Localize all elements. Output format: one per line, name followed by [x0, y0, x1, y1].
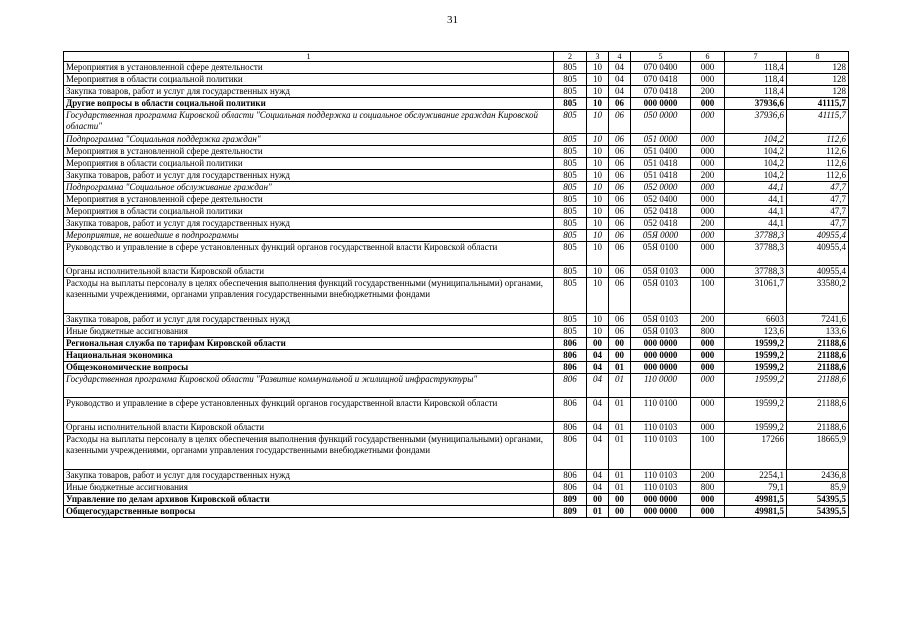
section-cell: 04 — [587, 470, 609, 482]
section-cell: 10 — [587, 242, 609, 266]
expense-type-cell: 100 — [691, 434, 725, 470]
admin-code-cell: 805 — [554, 326, 587, 338]
subsection-cell: 06 — [609, 182, 631, 194]
row-name-cell: Мероприятия в области социальной политики — [64, 74, 554, 86]
subsection-cell: 06 — [609, 230, 631, 242]
subsection-cell: 01 — [609, 398, 631, 422]
row-name-cell: Государственная программа Кировской области "Социальная поддержка и социальное обслуживание граждан Кировской области" — [64, 110, 554, 134]
row-name-cell: Подпрограмма "Социальное обслуживание граждан" — [64, 182, 554, 194]
target-article-cell: 070 0418 — [631, 86, 691, 98]
row-name-cell: Иные бюджетные ассигнования — [64, 482, 554, 494]
row-name-cell: Органы исполнительной власти Кировской области — [64, 266, 554, 278]
table-row — [64, 326, 849, 338]
amount-year2-cell: 21188,6 — [787, 362, 849, 374]
row-name-cell: Закупка товаров, работ и услуг для государственных нужд — [64, 470, 554, 482]
amount-year2-cell: 33580,2 — [787, 278, 849, 314]
row-name-cell: Расходы на выплаты персоналу в целях обеспечения выполнения функций государственными (муниципальными) органами, казенными учреждениями, органами управления государственными внебюджетными фондами — [64, 434, 554, 470]
header-cell: 1 — [64, 52, 554, 62]
amount-year2-cell: 40955,4 — [787, 242, 849, 266]
amount-year1-cell: 19599,2 — [725, 374, 787, 398]
subsection-cell: 00 — [609, 350, 631, 362]
table-row — [64, 146, 849, 158]
amount-year1-cell: 104,2 — [725, 158, 787, 170]
amount-year1-cell: 37788,3 — [725, 230, 787, 242]
section-cell: 00 — [587, 338, 609, 350]
subsection-cell: 06 — [609, 326, 631, 338]
amount-year2-cell: 112,6 — [787, 146, 849, 158]
target-article-cell: 05Я 0100 — [631, 242, 691, 266]
header-cell: 6 — [691, 52, 725, 62]
target-article-cell: 000 0000 — [631, 362, 691, 374]
section-cell: 01 — [587, 506, 609, 518]
subsection-cell: 06 — [609, 146, 631, 158]
amount-year2-cell: 128 — [787, 86, 849, 98]
section-cell: 10 — [587, 194, 609, 206]
section-cell: 10 — [587, 170, 609, 182]
target-article-cell: 051 0418 — [631, 158, 691, 170]
target-article-cell: 110 0100 — [631, 398, 691, 422]
expense-type-cell: 000 — [691, 110, 725, 134]
amount-year2-cell: 21188,6 — [787, 398, 849, 422]
target-article-cell: 110 0103 — [631, 422, 691, 434]
amount-year1-cell: 44,1 — [725, 194, 787, 206]
row-name-cell: Подпрограмма "Социальная поддержка граждан" — [64, 134, 554, 146]
subsection-cell: 06 — [609, 206, 631, 218]
row-name-cell: Мероприятия, не вошедшие в подпрограммы — [64, 230, 554, 242]
expense-type-cell: 000 — [691, 98, 725, 110]
section-cell: 10 — [587, 266, 609, 278]
target-article-cell: 051 0418 — [631, 170, 691, 182]
subsection-cell: 01 — [609, 482, 631, 494]
table-row — [64, 134, 849, 146]
target-article-cell: 05Я 0103 — [631, 326, 691, 338]
admin-code-cell: 805 — [554, 266, 587, 278]
admin-code-cell: 806 — [554, 398, 587, 422]
admin-code-cell: 805 — [554, 278, 587, 314]
subsection-cell: 06 — [609, 194, 631, 206]
section-cell: 04 — [587, 482, 609, 494]
amount-year2-cell: 21188,6 — [787, 338, 849, 350]
admin-code-cell: 805 — [554, 314, 587, 326]
amount-year2-cell: 54395,5 — [787, 506, 849, 518]
amount-year1-cell: 19599,2 — [725, 422, 787, 434]
table-row — [64, 374, 849, 398]
section-cell: 00 — [587, 494, 609, 506]
table-row — [64, 470, 849, 482]
header-cell: 8 — [787, 52, 849, 62]
table-row — [64, 74, 849, 86]
amount-year2-cell: 112,6 — [787, 134, 849, 146]
target-article-cell: 000 0000 — [631, 494, 691, 506]
row-name-cell: Руководство и управление в сфере установленных функций органов государственной власти Кировской области — [64, 398, 554, 422]
admin-code-cell: 805 — [554, 146, 587, 158]
amount-year2-cell: 41115,7 — [787, 98, 849, 110]
subsection-cell: 06 — [609, 314, 631, 326]
budget-table — [63, 51, 849, 518]
row-name-cell: Мероприятия в установленной сфере деятельности — [64, 194, 554, 206]
section-cell: 04 — [587, 374, 609, 398]
row-name-cell: Мероприятия в установленной сфере деятельности — [64, 146, 554, 158]
header-cell: 4 — [609, 52, 631, 62]
target-article-cell: 110 0103 — [631, 434, 691, 470]
subsection-cell: 06 — [609, 218, 631, 230]
expense-type-cell: 000 — [691, 398, 725, 422]
target-article-cell: 110 0103 — [631, 470, 691, 482]
expense-type-cell: 000 — [691, 158, 725, 170]
admin-code-cell: 805 — [554, 134, 587, 146]
amount-year2-cell: 112,6 — [787, 158, 849, 170]
target-article-cell: 052 0418 — [631, 218, 691, 230]
row-name-cell: Мероприятия в области социальной политики — [64, 158, 554, 170]
expense-type-cell: 000 — [691, 374, 725, 398]
amount-year1-cell: 37936,6 — [725, 98, 787, 110]
subsection-cell: 06 — [609, 242, 631, 266]
subsection-cell: 04 — [609, 62, 631, 74]
table-row — [64, 278, 849, 314]
admin-code-cell: 809 — [554, 506, 587, 518]
table-row — [64, 242, 849, 266]
amount-year1-cell: 17266 — [725, 434, 787, 470]
expense-type-cell: 000 — [691, 362, 725, 374]
row-name-cell: Общегосударственные вопросы — [64, 506, 554, 518]
expense-type-cell: 000 — [691, 350, 725, 362]
amount-year2-cell: 112,6 — [787, 170, 849, 182]
header-cell: 5 — [631, 52, 691, 62]
expense-type-cell: 000 — [691, 74, 725, 86]
table-row — [64, 482, 849, 494]
row-name-cell: Иные бюджетные ассигнования — [64, 326, 554, 338]
section-cell: 10 — [587, 110, 609, 134]
section-cell: 10 — [587, 98, 609, 110]
amount-year1-cell: 2254,1 — [725, 470, 787, 482]
page-number: 31 — [447, 14, 458, 26]
section-cell: 10 — [587, 182, 609, 194]
table-row — [64, 86, 849, 98]
amount-year1-cell: 118,4 — [725, 74, 787, 86]
target-article-cell: 000 0000 — [631, 506, 691, 518]
subsection-cell: 06 — [609, 278, 631, 314]
target-article-cell: 052 0400 — [631, 194, 691, 206]
amount-year2-cell: 47,7 — [787, 194, 849, 206]
expense-type-cell: 800 — [691, 326, 725, 338]
target-article-cell: 000 0000 — [631, 338, 691, 350]
amount-year1-cell: 104,2 — [725, 170, 787, 182]
table-row — [64, 314, 849, 326]
section-cell: 04 — [587, 398, 609, 422]
subsection-cell: 01 — [609, 362, 631, 374]
row-name-cell: Управление по делам архивов Кировской области — [64, 494, 554, 506]
row-name-cell: Мероприятия в установленной сфере деятельности — [64, 62, 554, 74]
subsection-cell: 00 — [609, 494, 631, 506]
subsection-cell: 06 — [609, 98, 631, 110]
subsection-cell: 04 — [609, 86, 631, 98]
amount-year1-cell: 49981,5 — [725, 506, 787, 518]
subsection-cell: 01 — [609, 422, 631, 434]
subsection-cell: 06 — [609, 134, 631, 146]
row-name-cell: Мероприятия в области социальной политики — [64, 206, 554, 218]
table-row — [64, 494, 849, 506]
header-cell: 3 — [587, 52, 609, 62]
section-cell: 04 — [587, 422, 609, 434]
section-cell: 10 — [587, 158, 609, 170]
table-row — [64, 170, 849, 182]
target-article-cell: 110 0000 — [631, 374, 691, 398]
amount-year2-cell: 21188,6 — [787, 350, 849, 362]
row-name-cell: Общеэкономические вопросы — [64, 362, 554, 374]
table-row — [64, 206, 849, 218]
amount-year2-cell: 40955,4 — [787, 266, 849, 278]
amount-year1-cell: 118,4 — [725, 62, 787, 74]
table-row — [64, 110, 849, 134]
subsection-cell: 06 — [609, 158, 631, 170]
amount-year2-cell: 54395,5 — [787, 494, 849, 506]
section-cell: 10 — [587, 86, 609, 98]
amount-year2-cell: 2436,8 — [787, 470, 849, 482]
admin-code-cell: 806 — [554, 362, 587, 374]
target-article-cell: 052 0000 — [631, 182, 691, 194]
header-row — [64, 52, 849, 62]
section-cell: 10 — [587, 230, 609, 242]
section-cell: 10 — [587, 314, 609, 326]
table-row — [64, 230, 849, 242]
subsection-cell: 04 — [609, 74, 631, 86]
amount-year1-cell: 37788,3 — [725, 242, 787, 266]
target-article-cell: 05Я 0103 — [631, 278, 691, 314]
expense-type-cell: 200 — [691, 470, 725, 482]
amount-year2-cell: 128 — [787, 62, 849, 74]
admin-code-cell: 806 — [554, 350, 587, 362]
expense-type-cell: 000 — [691, 266, 725, 278]
admin-code-cell: 806 — [554, 422, 587, 434]
subsection-cell: 00 — [609, 506, 631, 518]
target-article-cell: 050 0000 — [631, 110, 691, 134]
header-cell: 7 — [725, 52, 787, 62]
amount-year2-cell: 47,7 — [787, 218, 849, 230]
expense-type-cell: 100 — [691, 278, 725, 314]
amount-year1-cell: 49981,5 — [725, 494, 787, 506]
amount-year2-cell: 21188,6 — [787, 422, 849, 434]
admin-code-cell: 805 — [554, 62, 587, 74]
subsection-cell: 06 — [609, 266, 631, 278]
table-row — [64, 398, 849, 422]
expense-type-cell: 000 — [691, 422, 725, 434]
expense-type-cell: 200 — [691, 218, 725, 230]
amount-year1-cell: 123,6 — [725, 326, 787, 338]
admin-code-cell: 806 — [554, 470, 587, 482]
amount-year2-cell: 128 — [787, 74, 849, 86]
target-article-cell: 070 0418 — [631, 74, 691, 86]
admin-code-cell: 805 — [554, 74, 587, 86]
header-cell: 2 — [554, 52, 587, 62]
section-cell: 10 — [587, 278, 609, 314]
table-row — [64, 434, 849, 470]
target-article-cell: 052 0418 — [631, 206, 691, 218]
subsection-cell: 06 — [609, 170, 631, 182]
admin-code-cell: 805 — [554, 158, 587, 170]
admin-code-cell: 805 — [554, 170, 587, 182]
amount-year1-cell: 37936,6 — [725, 110, 787, 134]
subsection-cell: 01 — [609, 374, 631, 398]
amount-year1-cell: 19599,2 — [725, 338, 787, 350]
target-article-cell: 051 0400 — [631, 146, 691, 158]
table-row — [64, 98, 849, 110]
target-article-cell: 051 0000 — [631, 134, 691, 146]
expense-type-cell: 000 — [691, 338, 725, 350]
expense-type-cell: 200 — [691, 314, 725, 326]
admin-code-cell: 805 — [554, 182, 587, 194]
section-cell: 04 — [587, 434, 609, 470]
table-row — [64, 218, 849, 230]
admin-code-cell: 809 — [554, 494, 587, 506]
subsection-cell: 01 — [609, 434, 631, 470]
section-cell: 10 — [587, 206, 609, 218]
amount-year1-cell: 44,1 — [725, 206, 787, 218]
amount-year2-cell: 18665,9 — [787, 434, 849, 470]
subsection-cell: 00 — [609, 338, 631, 350]
table-row — [64, 422, 849, 434]
table-row — [64, 338, 849, 350]
amount-year1-cell: 31061,7 — [725, 278, 787, 314]
table-row — [64, 182, 849, 194]
section-cell: 04 — [587, 362, 609, 374]
admin-code-cell: 806 — [554, 482, 587, 494]
row-name-cell: Другие вопросы в области социальной политики — [64, 98, 554, 110]
admin-code-cell: 805 — [554, 242, 587, 266]
admin-code-cell: 805 — [554, 206, 587, 218]
amount-year2-cell: 85,9 — [787, 482, 849, 494]
expense-type-cell: 000 — [691, 194, 725, 206]
target-article-cell: 05Я 0000 — [631, 230, 691, 242]
row-name-cell: Закупка товаров, работ и услуг для государственных нужд — [64, 218, 554, 230]
row-name-cell: Региональная служба по тарифам Кировской области — [64, 338, 554, 350]
expense-type-cell: 200 — [691, 170, 725, 182]
admin-code-cell: 806 — [554, 338, 587, 350]
expense-type-cell: 000 — [691, 242, 725, 266]
target-article-cell: 110 0103 — [631, 482, 691, 494]
expense-type-cell: 200 — [691, 86, 725, 98]
row-name-cell: Закупка товаров, работ и услуг для государственных нужд — [64, 86, 554, 98]
expense-type-cell: 000 — [691, 134, 725, 146]
row-name-cell: Органы исполнительной власти Кировской области — [64, 422, 554, 434]
table-row — [64, 194, 849, 206]
expense-type-cell: 000 — [691, 230, 725, 242]
admin-code-cell: 805 — [554, 194, 587, 206]
table-row — [64, 362, 849, 374]
amount-year1-cell: 44,1 — [725, 182, 787, 194]
target-article-cell: 05Я 0103 — [631, 266, 691, 278]
section-cell: 10 — [587, 74, 609, 86]
admin-code-cell: 805 — [554, 230, 587, 242]
table-row — [64, 62, 849, 74]
amount-year1-cell: 44,1 — [725, 218, 787, 230]
expense-type-cell: 000 — [691, 206, 725, 218]
subsection-cell: 06 — [609, 110, 631, 134]
expense-type-cell: 000 — [691, 182, 725, 194]
expense-type-cell: 800 — [691, 482, 725, 494]
row-name-cell: Руководство и управление в сфере установленных функций органов государственной власти Кировской области — [64, 242, 554, 266]
table-row — [64, 266, 849, 278]
amount-year2-cell: 7241,6 — [787, 314, 849, 326]
amount-year2-cell: 47,7 — [787, 206, 849, 218]
section-cell: 10 — [587, 134, 609, 146]
target-article-cell: 070 0400 — [631, 62, 691, 74]
amount-year2-cell: 133,6 — [787, 326, 849, 338]
expense-type-cell: 000 — [691, 62, 725, 74]
section-cell: 10 — [587, 326, 609, 338]
subsection-cell: 01 — [609, 470, 631, 482]
amount-year1-cell: 104,2 — [725, 134, 787, 146]
amount-year1-cell: 19599,2 — [725, 362, 787, 374]
row-name-cell: Закупка товаров, работ и услуг для государственных нужд — [64, 314, 554, 326]
amount-year2-cell: 41115,7 — [787, 110, 849, 134]
expense-type-cell: 000 — [691, 494, 725, 506]
admin-code-cell: 805 — [554, 218, 587, 230]
amount-year1-cell: 79,1 — [725, 482, 787, 494]
amount-year1-cell: 104,2 — [725, 146, 787, 158]
admin-code-cell: 805 — [554, 98, 587, 110]
amount-year2-cell: 21188,6 — [787, 374, 849, 398]
amount-year1-cell: 118,4 — [725, 86, 787, 98]
amount-year1-cell: 37788,3 — [725, 266, 787, 278]
section-cell: 10 — [587, 62, 609, 74]
admin-code-cell: 806 — [554, 374, 587, 398]
section-cell: 04 — [587, 350, 609, 362]
row-name-cell: Национальная экономика — [64, 350, 554, 362]
target-article-cell: 000 0000 — [631, 350, 691, 362]
table-row — [64, 350, 849, 362]
target-article-cell: 05Я 0103 — [631, 314, 691, 326]
table-row — [64, 158, 849, 170]
section-cell: 10 — [587, 146, 609, 158]
section-cell: 10 — [587, 218, 609, 230]
row-name-cell: Закупка товаров, работ и услуг для государственных нужд — [64, 170, 554, 182]
amount-year2-cell: 47,7 — [787, 182, 849, 194]
table-row — [64, 506, 849, 518]
admin-code-cell: 805 — [554, 86, 587, 98]
expense-type-cell: 000 — [691, 506, 725, 518]
admin-code-cell: 806 — [554, 434, 587, 470]
target-article-cell: 000 0000 — [631, 98, 691, 110]
row-name-cell: Расходы на выплаты персоналу в целях обеспечения выполнения функций государственными (муниципальными) органами, казенными учреждениями, органами управления государственными внебюджетными фондами — [64, 278, 554, 314]
amount-year1-cell: 6603 — [725, 314, 787, 326]
expense-type-cell: 000 — [691, 146, 725, 158]
amount-year2-cell: 40955,4 — [787, 230, 849, 242]
row-name-cell: Государственная программа Кировской области "Развитие коммунальной и жилищной инфраструктуры" — [64, 374, 554, 398]
admin-code-cell: 805 — [554, 110, 587, 134]
amount-year1-cell: 19599,2 — [725, 398, 787, 422]
amount-year1-cell: 19599,2 — [725, 350, 787, 362]
